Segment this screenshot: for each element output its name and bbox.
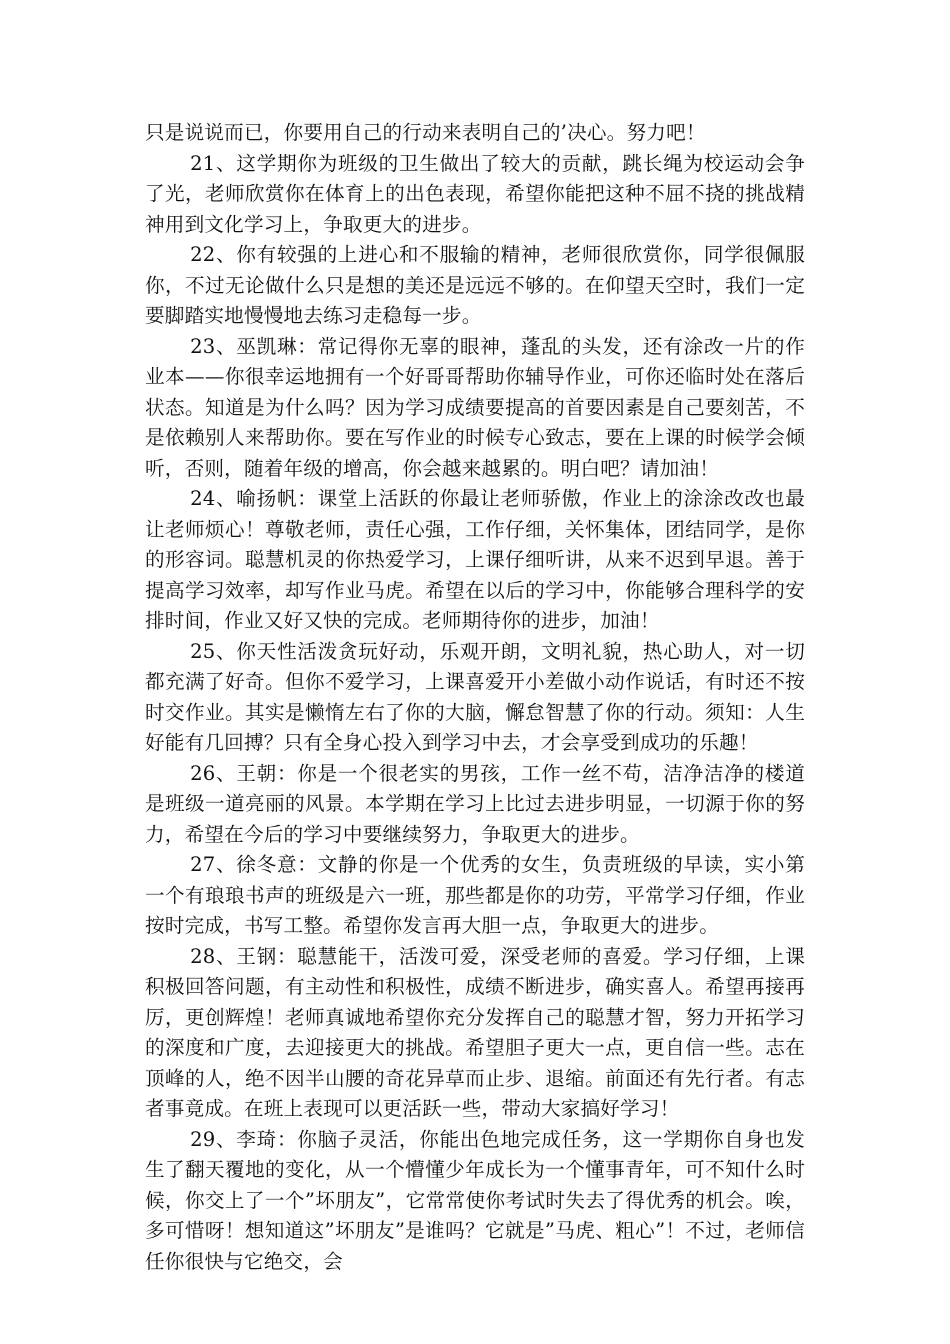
comment-21: 21、这学期你为班级的卫生做出了较大的贡献，跳长绳为校运动会争了光，老师欣赏你在体育上的出色表现，希望你能把这种不屈不挠的挑战精神用到文化学习上，争取更大的进步。 <box>145 151 805 236</box>
comment-23: 23、巫凯琳：常记得你无辜的眼神，蓬乱的头发，还有涂改一片的作业本——你很幸运地拥有一个好哥哥帮助你辅导作业，可你还临时处在落后状态。知道是为什么吗？因为学习成绩要提高的首要因素是自己要刻苦，不是依赖别人来帮助你。要在写作业的时候专心致志，要在上课的时候学会倾听，否则，随着年级的增高，你会越来越累的。明白吧？请加油！ <box>145 334 805 480</box>
document-body <box>145 118 805 1277</box>
comment-29: 29、李琦：你脑子灵活，你能出色地完成任务，这一学期你自身也发生了翻天覆地的变化，从一个懵懂少年成长为一个懂事青年，可不知什么时候，你交上了一个”坏朋友”，它常常使你考试时失去了得优秀的机会。唉，多可惜呀！想知道这”坏朋友”是谁吗？它就是”马虎、粗心”！不过，老师信任你很快与它绝交，会 <box>145 1127 805 1273</box>
comment-24: 24、喻扬帆：课堂上活跃的你最让老师骄傲，作业上的涂涂改改也最让老师烦心！尊敬老师，责任心强，工作仔细，关怀集体，团结同学，是你的形容词。聪慧机灵的你热爱学习，上课仔细听讲，从来不迟到早退。善于提高学习效率，却写作业马虎。希望在以后的学习中，你能够合理科学的安排时间，作业又好又快的完成。老师期待你的进步，加油！ <box>145 487 805 632</box>
comment-27: 27、徐冬意：文静的你是一个优秀的女生，负责班级的早读，实小第一个有琅琅书声的班级是六一班，那些都是你的功劳，平常学习仔细，作业按时完成，书写工整。希望你发言再大胆一点，争取更大的进步。 <box>145 853 805 937</box>
paragraph-continuation: 只是说说而已，你要用自己的行动来表明自己的’决心。努力吧！ <box>145 121 706 144</box>
comment-22: 22、你有较强的上进心和不服输的精神，老师很欣赏你，同学很佩服你，不过无论做什么只是想的美还是远远不够的。在仰望天空时，我们一定要脚踏实地慢慢地去练习走稳每一步。 <box>145 243 805 327</box>
comment-26: 26、王朝：你是一个很老实的男孩，工作一丝不苟，洁净洁净的楼道是班级一道亮丽的风景。本学期在学习上比过去进步明显，一切源于你的努力，希望在今后的学习中要继续努力，争取更大的进步。 <box>145 761 805 846</box>
comment-25: 25、你天性活泼贪玩好动，乐观开朗，文明礼貌，热心助人，对一切都充满了好奇。但你不爱学习，上课喜爱开小差做小动作说话，有时还不按时交作业。其实是懒惰左右了你的大脑，懈怠智慧了你的行动。须知：人生好能有几回搏？只有全身心投入到学习中去，才会享受到成功的乐趣！ <box>145 639 805 754</box>
comment-28: 28、王钢：聪慧能干，活泼可爱，深受老师的喜爱。学习仔细，上课积极回答问题，有主动性和积极性，成绩不断进步，确实喜人。希望再接再厉，更创辉煌！老师真诚地希望你充分发挥自己的聪慧才智，努力开拓学习的深度和广度，去迎接更大的挑战。希望胆子更大一点，更自信一些。志在顶峰的人，绝不因半山腰的奇花异草而止步、退缩。前面还有先行者。有志者事竟成。在班上表现可以更活跃一些，带动大家搞好学习！ <box>145 944 805 1120</box>
